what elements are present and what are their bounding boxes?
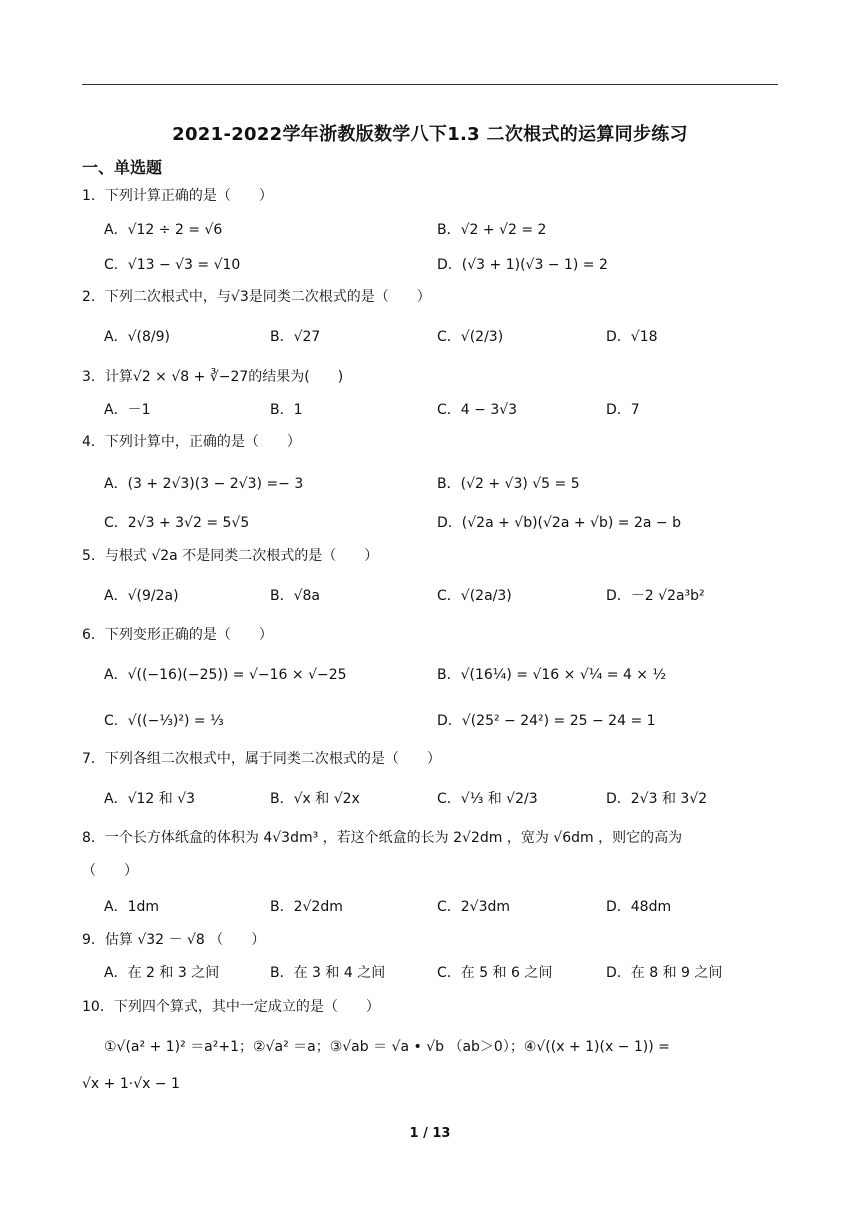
question-7-stem: 7．下列各组二次根式中，属于同类二次根式的是（ ） — [82, 751, 441, 767]
question-6-option-d: D．√(25² − 24²) = 25 − 24 = 1 — [437, 713, 656, 729]
question-6-option-a: A．√((−16)(−25)) = √−16 × √−25 — [104, 667, 347, 683]
question-8-stem: 8．一个长方体纸盒的体积为 4√3dm³ ，若这个纸盒的长为 2√2dm ，宽为 √6dm ，则它的高为 — [82, 830, 683, 846]
question-9-option-c: C．在 5 和 6 之间 — [437, 965, 553, 981]
section-heading: 一、单选题 — [82, 158, 163, 177]
question-8-option-b: B．2√2dm — [270, 899, 343, 915]
question-2-option-c: C．√(2/3) — [437, 329, 504, 345]
question-8-stem-continued: （ ） — [82, 863, 138, 879]
question-4-stem: 4．下列计算中，正确的是（ ） — [82, 434, 301, 450]
question-2-stem: 2．下列二次根式中，与√3是同类二次根式的是（ ） — [82, 289, 431, 305]
question-5-option-c: C．√(2a/3) — [437, 588, 512, 604]
question-6-stem: 6．下列变形正确的是（ ） — [82, 627, 273, 643]
question-3-option-d: D．7 — [606, 402, 640, 418]
question-10-stem: 10．下列四个算式，其中一定成立的是（ ） — [82, 999, 380, 1015]
question-1-option-b: B．√2 + √2 = 2 — [437, 222, 547, 238]
question-9-option-b: B．在 3 和 4 之间 — [270, 965, 386, 981]
header-rule — [82, 84, 778, 85]
question-2-option-b: B．√27 — [270, 329, 321, 345]
question-3-option-c: C．4 − 3√3 — [437, 402, 518, 418]
question-1-stem: 1．下列计算正确的是（ ） — [82, 188, 273, 204]
question-9-stem: 9．估算 √32 － √8 （ ） — [82, 932, 266, 948]
question-6-option-c: C．√((−⅓)²) = ⅓ — [104, 713, 224, 729]
question-8-option-c: C．2√3dm — [437, 899, 511, 915]
question-10-statements-continued: √x + 1·√x − 1 — [82, 1076, 180, 1092]
question-4-option-a: A．(3 + 2√3)(3 − 2√3) =− 3 — [104, 476, 304, 492]
question-3-option-a: A．－1 — [104, 402, 151, 418]
document-title: 2021-2022学年浙教版数学八下1.3 二次根式的运算同步练习 — [172, 124, 688, 145]
question-2-option-a: A．√(8/9) — [104, 329, 170, 345]
question-5-stem: 5．与根式 √2a 不是同类二次根式的是（ ） — [82, 548, 379, 564]
question-8-option-d: D．48dm — [606, 899, 672, 915]
question-1-option-a: A．√12 ÷ 2 = √6 — [104, 222, 223, 238]
question-10-statements: ①√(a² + 1)² ＝a²+1；②√a² ＝a；③√ab ＝ √a • √b （ab＞0）；④√((x + 1)(x − 1)) = — [104, 1039, 670, 1055]
question-7-option-b: B．√x 和 √2x — [270, 791, 360, 807]
question-4-option-b: B．(√2 + √3) √5 = 5 — [437, 476, 580, 492]
question-7-option-a: A．√12 和 √3 — [104, 791, 196, 807]
question-3-stem: 3．计算√2 × √8 + ∛−27的结果为( ) — [82, 369, 344, 385]
question-5-option-b: B．√8a — [270, 588, 321, 604]
question-5-option-a: A．√(9/2a) — [104, 588, 179, 604]
page-number: 1 / 13 — [409, 1126, 451, 1141]
question-2-option-d: D．√18 — [606, 329, 658, 345]
question-5-option-d: D．－2 √2a³b² — [606, 588, 705, 604]
question-7-option-c: C．√⅓ 和 √2/3 — [437, 791, 538, 807]
question-1-option-d: D．(√3 + 1)(√3 − 1) = 2 — [437, 257, 608, 273]
question-3-option-b: B．1 — [270, 402, 303, 418]
question-1-option-c: C．√13 − √3 = √10 — [104, 257, 241, 273]
question-6-option-b: B．√(16¼) = √16 × √¼ = 4 × ½ — [437, 667, 667, 683]
question-8-option-a: A．1dm — [104, 899, 160, 915]
question-4-option-c: C．2√3 + 3√2 = 5√5 — [104, 515, 250, 531]
question-4-option-d: D．(√2a + √b)(√2a + √b) = 2a − b — [437, 515, 681, 531]
question-7-option-d: D．2√3 和 3√2 — [606, 791, 708, 807]
question-9-option-d: D．在 8 和 9 之间 — [606, 965, 723, 981]
question-9-option-a: A．在 2 和 3 之间 — [104, 965, 220, 981]
